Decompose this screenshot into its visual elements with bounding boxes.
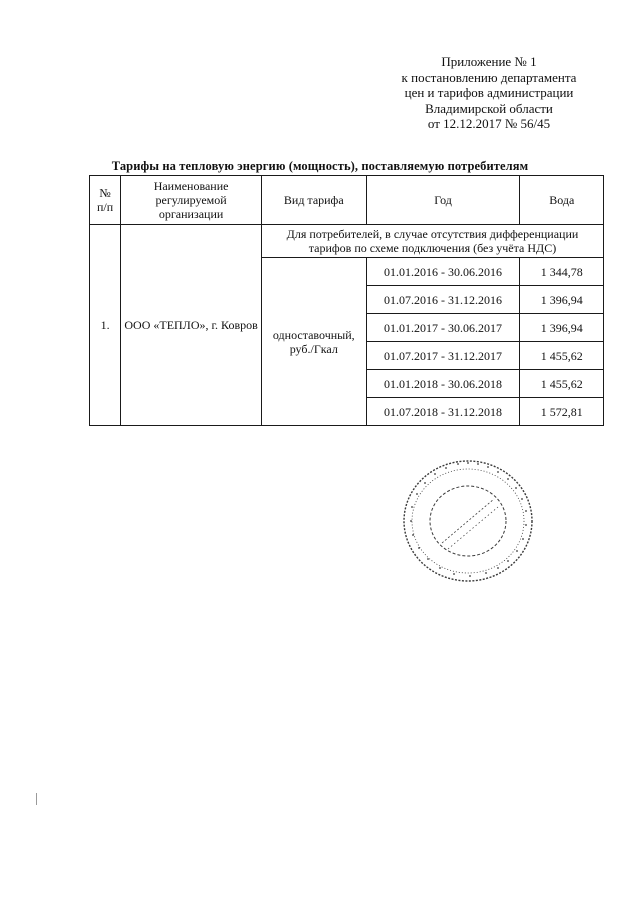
column-header-year: Год — [366, 176, 520, 225]
period-cell: 01.01.2017 - 30.06.2017 — [366, 314, 520, 342]
document-title: Тарифы на тепловую энергию (мощность), поставляемую потребителям — [111, 159, 529, 173]
header-line: Владимирской области — [425, 100, 553, 116]
header-line: Приложение № 1 — [441, 54, 537, 69]
column-header-number: № п/п — [90, 176, 121, 225]
organization-cell: ООО «ТЕПЛО», г. Ковров — [121, 225, 262, 426]
period-cell: 01.07.2017 - 31.12.2017 — [366, 342, 520, 370]
header-line: от 12.12.2017 № 56/45 — [427, 116, 551, 131]
period-cell: 01.01.2018 - 30.06.2018 — [366, 370, 520, 398]
period-cell: 01.07.2018 - 31.12.2018 — [366, 398, 520, 426]
consumer-group-cell: Для потребителей, в случае отсутствия дифференциации тарифов по схеме подключения (без учёта НДС) — [261, 225, 603, 258]
tariff-type-cell: одноставочный, руб./Гкал — [261, 258, 366, 426]
water-value-cell: 1 455,62 — [520, 342, 604, 370]
period-cell: 01.07.2016 - 31.12.2016 — [366, 286, 520, 314]
scan-mark — [36, 793, 37, 805]
header-line: цен и тарифов администрации — [404, 85, 574, 100]
round-seal-icon — [398, 455, 538, 587]
water-value-cell: 1 396,94 — [520, 314, 604, 342]
header-line: к постановлению департамента — [401, 69, 577, 85]
column-header-organization: Наименование регулируемой организации — [121, 176, 262, 225]
water-value-cell: 1 344,78 — [520, 258, 604, 286]
tariff-table — [89, 175, 604, 426]
period-cell: 01.01.2016 - 30.06.2016 — [366, 258, 520, 286]
table-row — [90, 225, 604, 258]
column-header-water: Вода — [520, 176, 604, 225]
water-value-cell: 1 396,94 — [520, 286, 604, 314]
water-value-cell: 1 455,62 — [520, 370, 604, 398]
table-header-row — [90, 176, 604, 225]
row-number-cell: 1. — [90, 225, 121, 426]
appendix-header — [374, 54, 604, 132]
column-header-tariff-type: Вид тарифа — [261, 176, 366, 225]
water-value-cell: 1 572,81 — [520, 398, 604, 426]
